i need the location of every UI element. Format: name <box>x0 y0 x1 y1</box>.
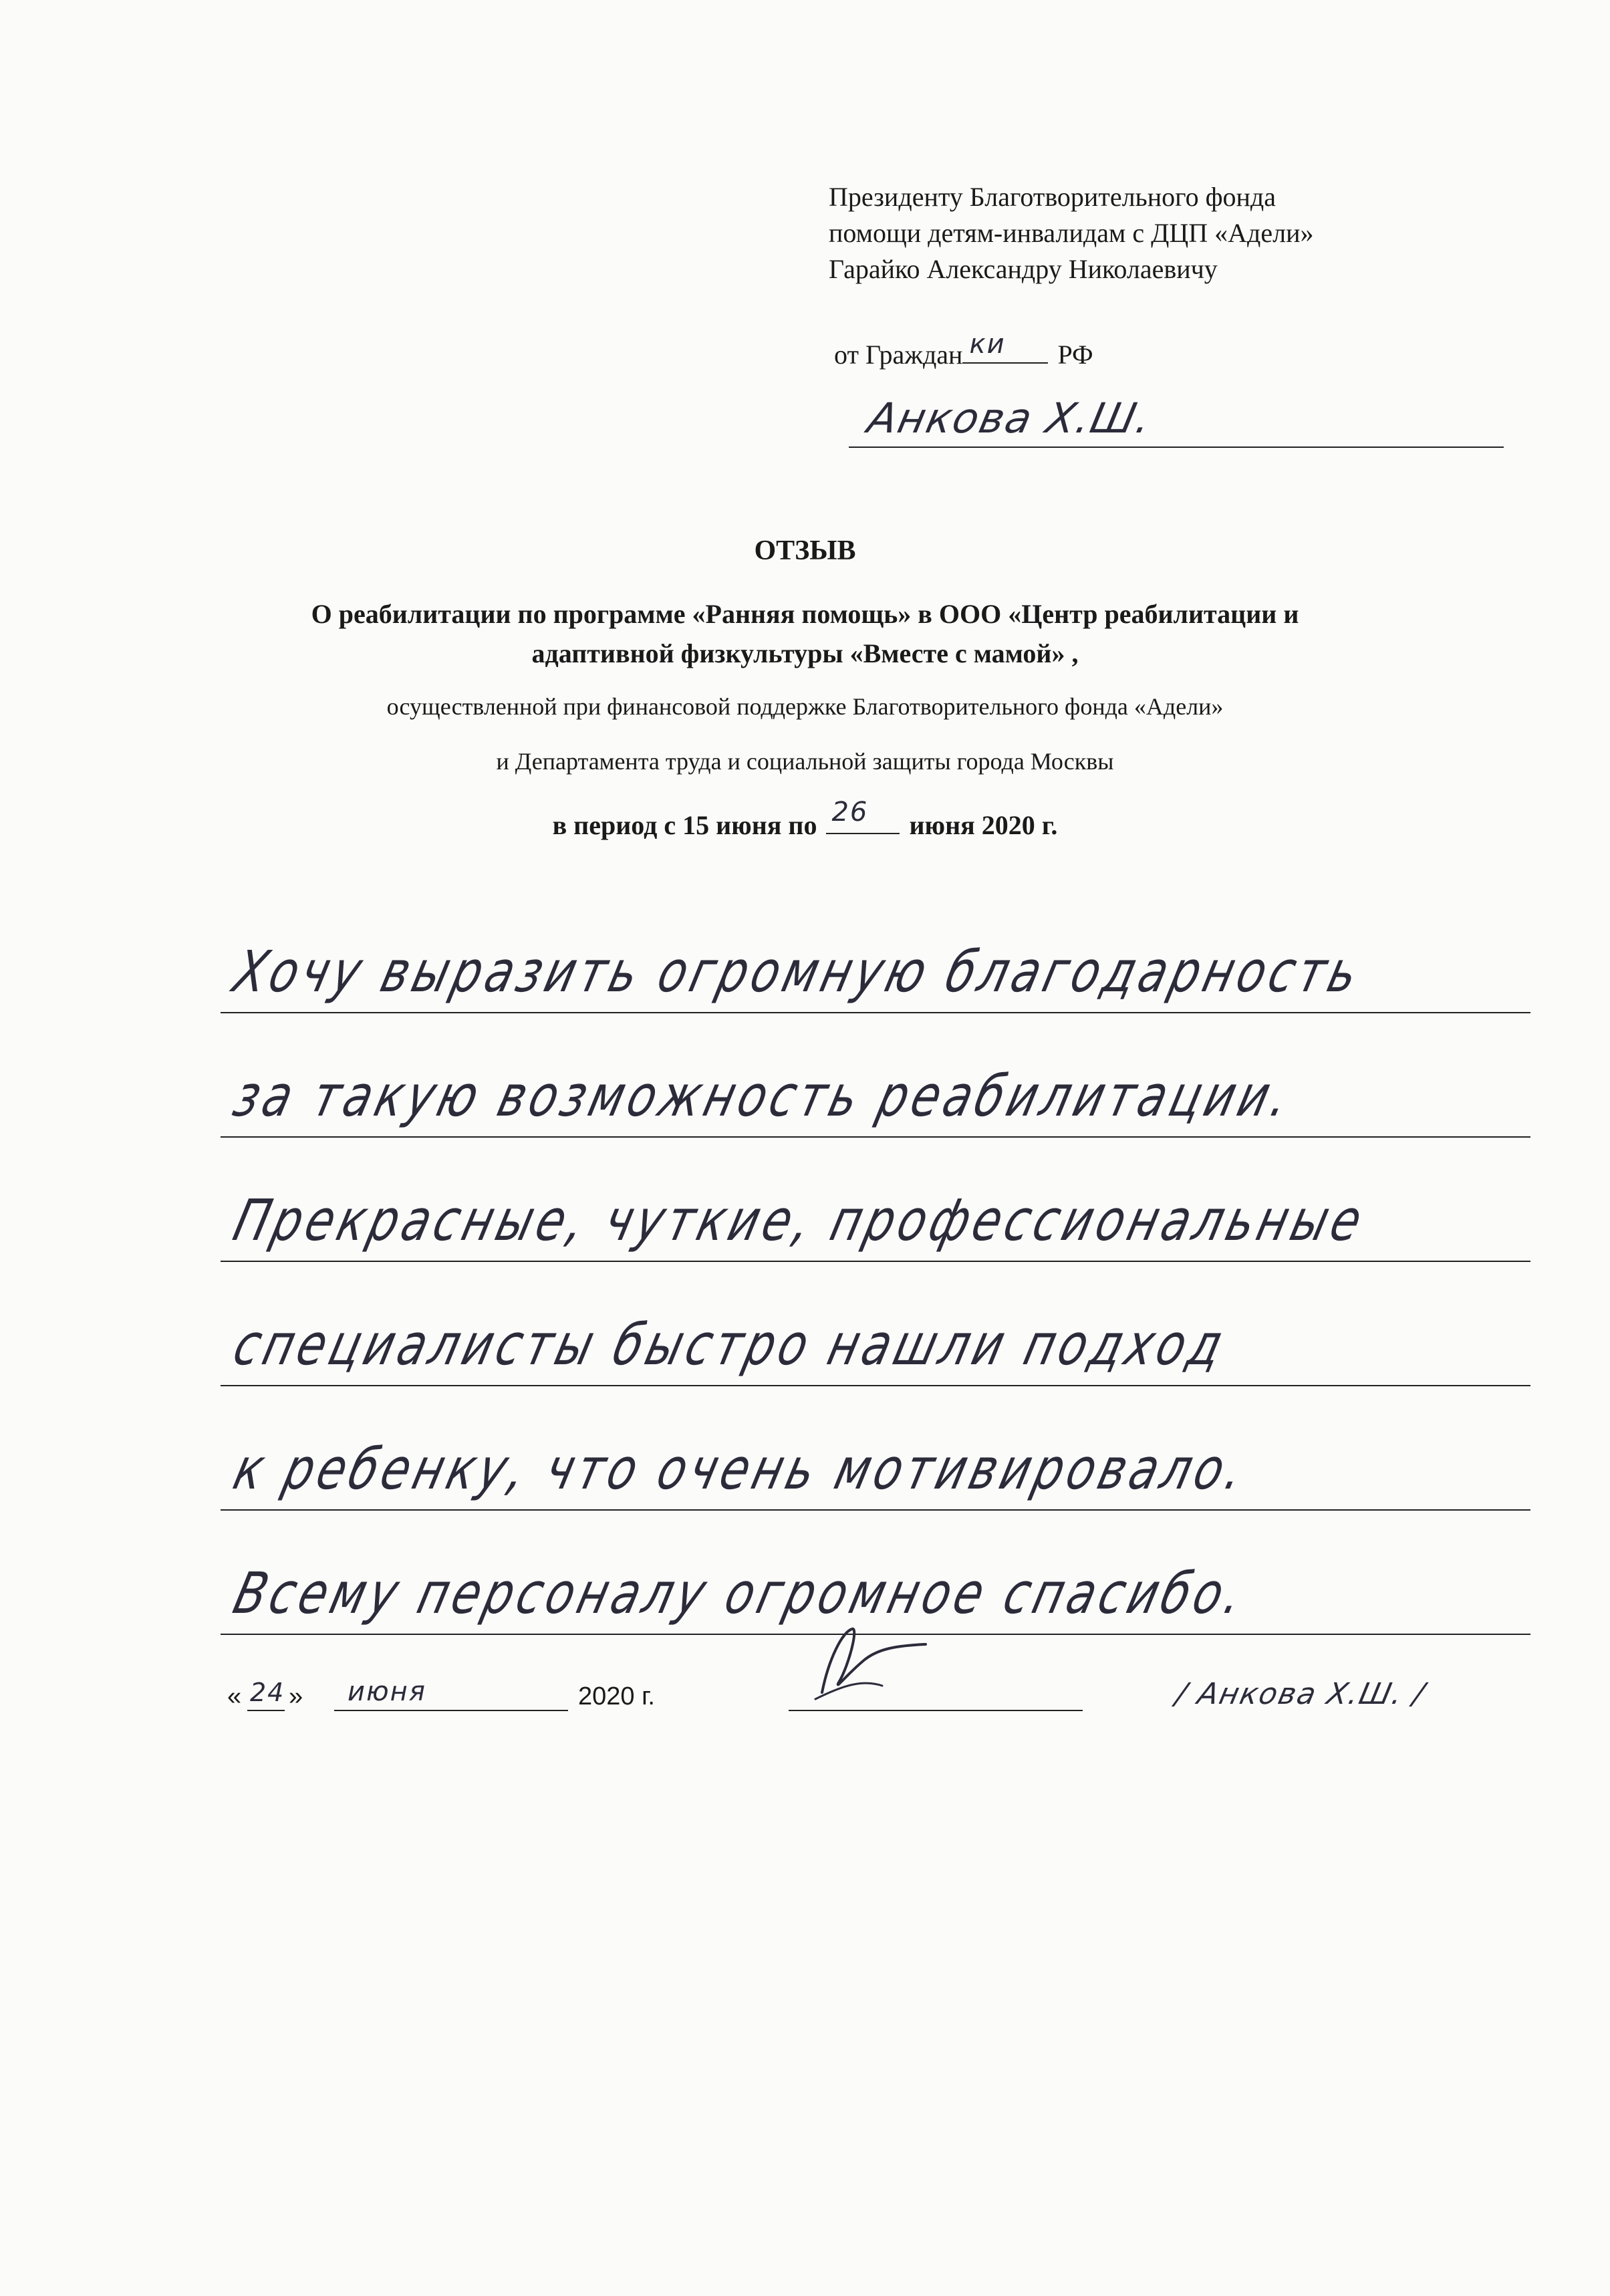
support-line-2: и Департамента труда и социальной защиты города Москвы <box>496 748 1114 775</box>
sender-name-handwriting: Анкова Х.Ш. <box>863 394 1157 442</box>
date-year: 2020 г. <box>578 1682 655 1710</box>
review-line-text: к ребенку, что очень мотивировало. <box>227 1436 1254 1503</box>
country-label: РФ <box>1057 340 1093 370</box>
review-line <box>221 1511 1530 1635</box>
period-end-day-field <box>826 797 900 834</box>
citizenship-field <box>962 329 1048 364</box>
date-quote-open: « <box>227 1682 242 1710</box>
support-line-1: осуществленной при финансовой поддержке Благотворительного фонда «Адели» <box>386 693 1224 720</box>
date-day-field <box>247 1680 285 1711</box>
review-line-text: за такую возможность реабилитации. <box>227 1063 1300 1130</box>
signature-decoding <box>1172 1677 1429 1711</box>
period-suffix: июня 2020 г. <box>909 810 1058 840</box>
date-month-field <box>334 1676 568 1711</box>
subtitle-line-2: адаптивной физкультуры «Вместе с мамой» , <box>531 638 1079 668</box>
signature-field <box>789 1646 1083 1711</box>
period-line <box>0 797 1610 841</box>
document-title: ОТЗЫВ <box>754 535 856 566</box>
addressee-line-1: Президенту Благотворительного фонда <box>829 182 1277 212</box>
review-line-text: Всему персоналу огромное спасибо. <box>227 1561 1253 1627</box>
period-end-day-handwriting: 26 <box>831 797 869 827</box>
subtitle-line-1: О реабилитации по программе «Ранняя помощь» в ООО «Центр реабилитации и <box>311 599 1299 629</box>
review-text-area <box>221 889 1530 1635</box>
period-prefix: в период с 15 июня по <box>552 810 817 840</box>
addressee-block <box>829 179 1314 287</box>
signature-decoding-handwriting: / Анкова Х.Ш. / <box>1172 1677 1429 1711</box>
review-line <box>221 1013 1530 1138</box>
addressee-line-2: помощи детям-инвалидам с ДЦП «Адели» <box>829 218 1314 248</box>
review-line-text: Хочу выразить огромную благодарность <box>227 939 1369 1005</box>
review-line-text: специалисты быстро нашли подход <box>227 1312 1233 1378</box>
review-line <box>221 1386 1530 1511</box>
review-line <box>221 1138 1530 1262</box>
sender-name-field <box>849 394 1504 448</box>
addressee-line-3: Гарайко Александру Николаевичу <box>829 254 1218 284</box>
review-line <box>221 1262 1530 1386</box>
citizenship-handwriting: ки <box>969 329 1006 360</box>
review-line-text: Прекрасные, чуткие, профессиональные <box>227 1188 1373 1254</box>
date-quote-close: » <box>289 1682 303 1710</box>
sender-line <box>834 329 1093 370</box>
signature-mark <box>802 1619 936 1706</box>
review-line <box>221 889 1530 1013</box>
date-day-handwriting: 24 <box>250 1678 285 1707</box>
date-month-handwriting: июня <box>348 1676 426 1707</box>
from-prefix: от Граждан <box>834 340 963 370</box>
